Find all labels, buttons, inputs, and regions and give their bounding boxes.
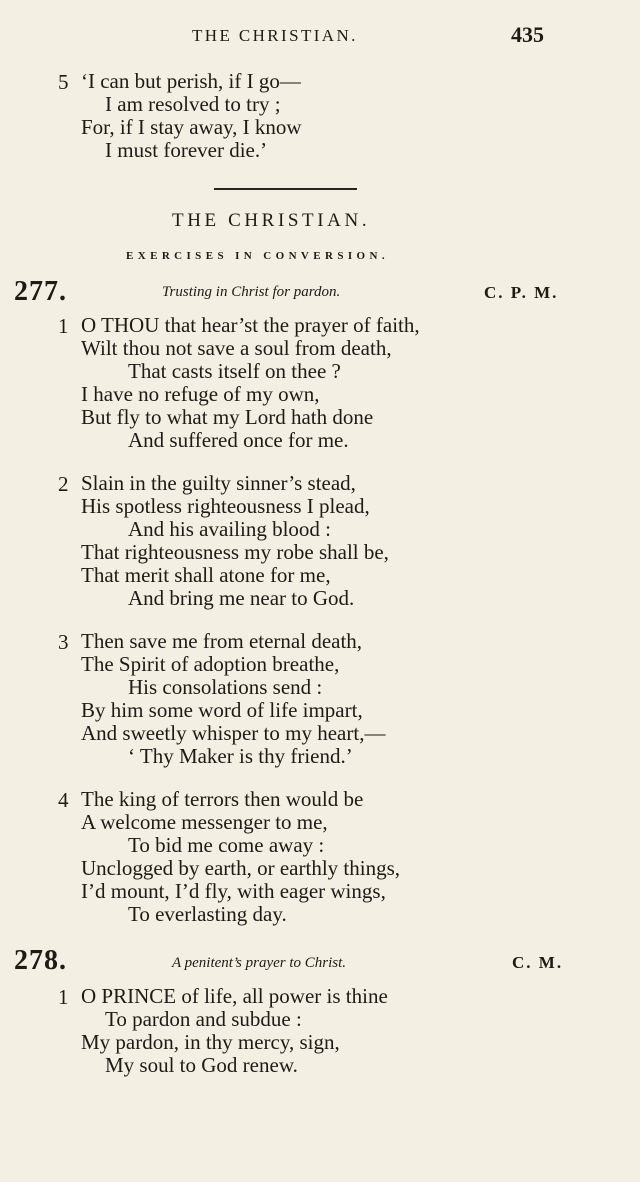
hymn-meter: C. P. M. [484,283,559,302]
verse-line: Then save me from eternal death, [81,629,363,653]
hymn-caption: Trusting in Christ for pardon. [162,284,341,300]
verse-line: That righteousness my robe shall be, [81,540,389,564]
verse-line: And his availing blood : [128,517,331,541]
verse-line: His spotless righteousness I plead, [81,494,370,518]
verse-line: ‘I can but perish, if I go— [81,69,301,93]
verse-line: Slain in the guilty sinner’s stead, [81,471,356,495]
hymn-number: 277. [14,276,67,307]
running-title: THE CHRISTIAN. [192,26,358,45]
verse-line: That merit shall atone for me, [81,563,331,587]
verse-line: Unclogged by earth, or earthly things, [81,856,400,880]
verse-line: And suffered once for me. [128,428,349,452]
stanza-number: 2 [58,472,69,496]
verse-line: To everlasting day. [128,902,287,926]
stanza-number: 5 [58,70,69,94]
verse-line: A welcome messenger to me, [81,810,328,834]
section-title: THE CHRISTIAN. [172,210,371,231]
subsection-title: EXERCISES IN CONVERSION. [126,250,389,262]
verse-line: ‘ Thy Maker is thy friend.’ [128,744,353,768]
verse-line: Wilt thou not save a soul from death, [81,336,392,360]
stanza-number: 4 [58,788,69,812]
verse-line: My pardon, in thy mercy, sign, [81,1030,340,1054]
verse-line: The king of terrors then would be [81,787,364,811]
verse-line: By him some word of life impart, [81,698,363,722]
stanza-number: 3 [58,630,69,654]
verse-line: And bring me near to God. [128,586,355,610]
verse-line: The Spirit of adoption breathe, [81,652,340,676]
verse-line: And sweetly whisper to my heart,— [81,721,386,745]
verse-line: I have no refuge of my own, [81,382,320,406]
verse-line: I must forever die.’ [105,138,268,162]
section-divider [214,188,357,190]
stanza-number: 1 [58,314,69,338]
verse-line: To bid me come away : [128,833,325,857]
verse-line: O THOU that hear’st the prayer of faith, [81,313,420,337]
verse-line: For, if I stay away, I know [81,115,302,139]
verse-line: My soul to God renew. [105,1053,298,1077]
verse-line: That casts itself on thee ? [128,359,341,383]
verse-line: I’d mount, I’d fly, with eager wings, [81,879,386,903]
verse-line: His consolations send : [128,675,323,699]
verse-line: O PRINCE of life, all power is thine [81,984,388,1008]
hymn-meter: C. M. [512,953,564,972]
hymn-caption: A penitent’s prayer to Christ. [172,955,347,971]
page-number: 435 [511,22,544,47]
verse-line: To pardon and subdue : [105,1007,302,1031]
running-head [0,22,640,52]
hymn-number: 278. [14,945,67,976]
verse-line: I am resolved to try ; [105,92,281,116]
stanza-number: 1 [58,985,69,1009]
verse-line: But fly to what my Lord hath done [81,405,374,429]
